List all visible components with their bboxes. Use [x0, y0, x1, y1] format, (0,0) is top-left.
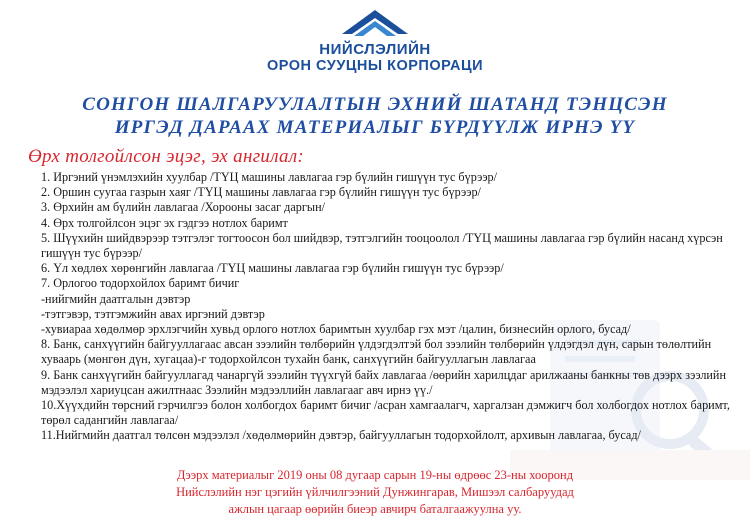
list-item: 2. Оршин суугаа газрын хаяг /ТҮЦ машины лавлагаа гэр бүлийн гишүүн тус бүрээр/ — [41, 185, 481, 200]
list-item: 4. Өрх толгойлсон эцэг эх гэдгээ нотлох баримт — [41, 215, 288, 230]
headline-line1: СОНГОН ШАЛГАРУУЛАЛТЫН ЭХНИЙ ШАТАНД ТЭНЦСЭН — [82, 94, 668, 115]
list-item: -тэтгэвэр, тэтгэмжийн авах иргэний дэвтэр — [41, 306, 265, 321]
list-item: -хувиараа хөдөлмөр эрхлэгчийн хувьд орлого нотлох баримтын хуулбар гэх мэт /цалин, бизнесийн орлого, бусад/ — [41, 322, 631, 337]
footer-line2: Нийслэлийн нэг цэгийн үйлчилгээний Дунжингарав, Мишээл салбаруудад — [176, 485, 574, 499]
list-item: 5. Шүүхийн шийдвэрээр тэтгэлэг тогтоосон бол шийдвэр, тэтгэлгийн тооцоолол /ТҮЦ машины лавлагаа гэр бүлийн насанд хүрсэн гишүүн тус бүрээр/ — [41, 230, 723, 261]
org-name-line1: НИЙСЛЭЛИЙН — [319, 41, 431, 58]
list-item: 10.Хүүхдийн төрсний гэрчилгээ болон холбогдох баримт бичиг /асран хамгаалагч, харгалзан дэмжигч бол холбогдох нотлох баримт, төрөл садангийн лавлагаа/ — [41, 398, 730, 428]
footer-line3: ажлын цагаар өөрийн биеэр авчирч баталгаажуулна уу. — [228, 502, 522, 516]
list-item: 3. Өрхийн ам бүлийн лавлагаа /Хорооны засаг даргын/ — [41, 200, 325, 215]
roof-logo-icon — [340, 8, 410, 40]
list-item: 9. Банк санхүүгийн байгууллагад чанаргүй зээлийн түүхгүй байх лавлагаа /өөрийн харилцдаг арилжааны банкны төв дээрх зээлийн мэдээлэл хариуцсан ажилтнаас Зээлийн мэдээллийн лавлагааг авч ирнэ үү./ — [41, 367, 726, 397]
list-item: -нийгмийн даатгалын дэвтэр — [41, 291, 191, 306]
headline-line2: ИРГЭД ДАРААХ МАТЕРИАЛЫГ БҮРДҮҮЛЖ ИРНЭ ҮҮ — [114, 117, 636, 138]
list-item: 6. Үл хөдлөх хөрөнгийн лавлагаа /ТҮЦ машины лавлагаа гэр бүлийн гишүүн тус бүрээр/ — [41, 261, 504, 276]
list-item: 7. Орлогоо тодорхойлох баримт бичиг — [41, 276, 240, 291]
org-logo — [0, 8, 750, 75]
footer-line1: Дээрх материалыг 2019 оны 08 дугаар сарын 19-ны өдрөөс 23-ны хооронд — [176, 468, 574, 482]
list-item: 1. Иргэний үнэмлэхийн хуулбар /ТҮЦ машины лавлагаа гэр бүлийн гишүүн тус бүрээр/ — [41, 170, 498, 184]
org-name-line2: ОРОН СУУЦНЫ КОРПОРАЦИ — [266, 58, 484, 74]
section-title: Өрх толгойлсон эцэг, эх ангилал: — [28, 146, 305, 167]
list-item: 8. Банк, санхүүгийн байгууллагаас авсан зээлийн төлбөрийн үлдэгдэлтэй бол зээлийн төлбөрийн үлдэгдэл дүн, сарын төлөлтийн хуваарь (мөнгөн дүн, хугацаа)-г тодорхойлсон тухайн банк, санхүүгийн байгууллагын лавлагаа — [41, 337, 712, 367]
list-item: 11.Нийгмийн даатгал төлсөн мэдээлэл /хөдөлмөрийн дэвтэр, байгууллагын тодорхойлолт, архивын лавлагаа, бусад/ — [41, 428, 641, 443]
requirements-list — [41, 170, 731, 444]
